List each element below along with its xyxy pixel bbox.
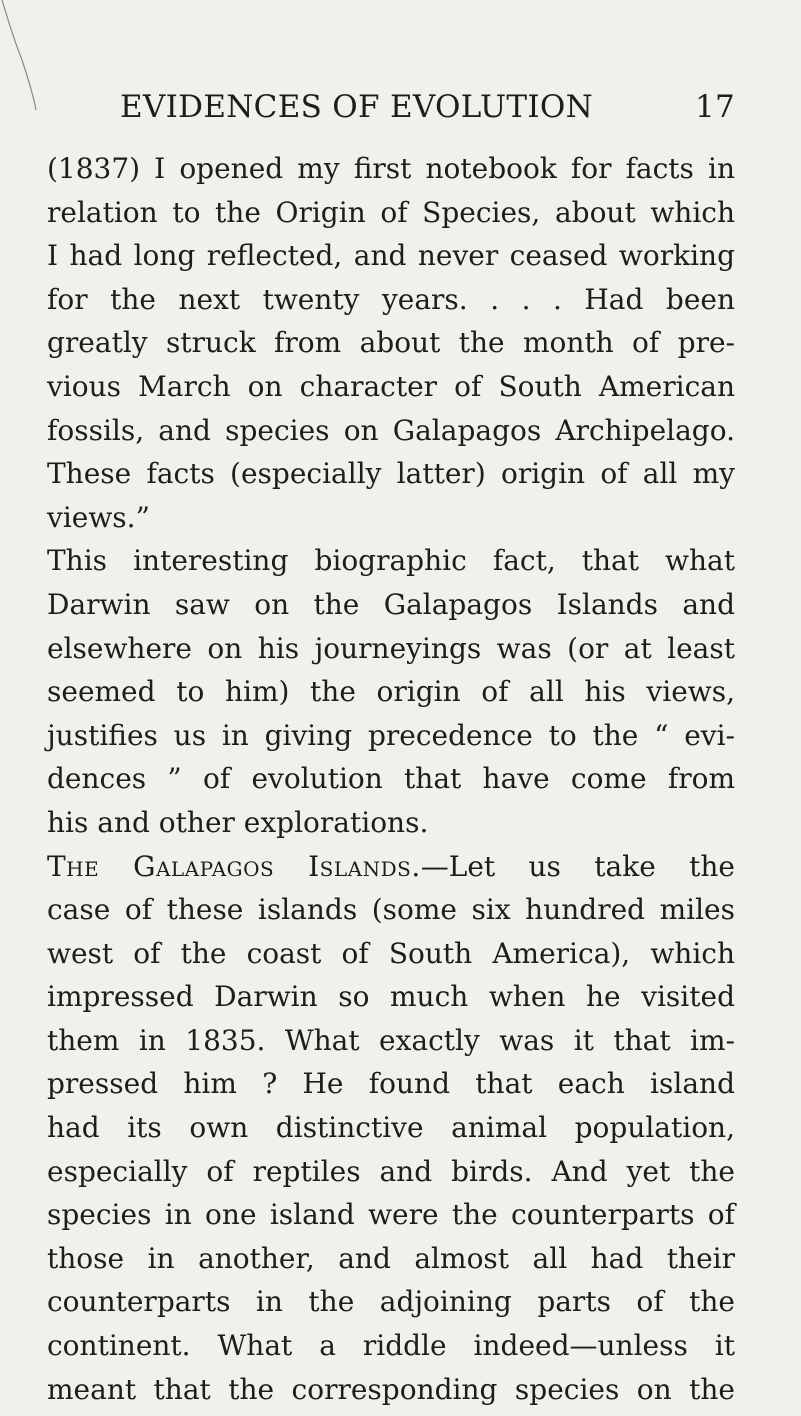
- text-line: them in 1835. What exactly was it that im-: [47, 1023, 735, 1057]
- text-line: species in one island were the counterparts of: [47, 1198, 735, 1232]
- page-edge-shadow: [0, 0, 48, 110]
- text-line: case of these islands (some six hundred miles: [47, 893, 735, 927]
- text-line: pressed him ? He found that each island: [47, 1067, 735, 1101]
- text-line: I had long reflected, and never ceased working: [47, 239, 735, 273]
- text-line: those in another, and almost all had their: [47, 1241, 735, 1275]
- text-line: west of the coast of South America), which: [47, 936, 735, 970]
- page-number: 17: [694, 89, 735, 125]
- text-line: views.”: [47, 500, 150, 534]
- paragraph-biographic-fact: [47, 539, 735, 844]
- running-title: EVIDENCES OF EVOLUTION: [120, 89, 594, 125]
- text-line: had its own distinctive animal population,: [47, 1111, 735, 1145]
- text-line: counterparts in the adjoining parts of the: [47, 1285, 735, 1319]
- text-line: elsewhere on his journeyings was (or at least: [47, 631, 735, 665]
- text-line: meant that the corresponding species on the: [47, 1372, 735, 1406]
- text-line-with-heading: [47, 845, 735, 889]
- running-head: [47, 82, 735, 132]
- book-page: [47, 82, 735, 1411]
- text-line: These facts (especially latter) origin of all my: [47, 457, 735, 491]
- paragraph-galapagos-islands: [47, 845, 735, 1412]
- text-line: justifies us in giving precedence to the “ evi-: [47, 718, 735, 752]
- text-line: especially of reptiles and birds. And yet the: [47, 1154, 735, 1188]
- text-fragment: —Let us take the: [420, 849, 735, 883]
- text-line: impressed Darwin so much when he visited: [47, 980, 735, 1014]
- body-text: [47, 147, 735, 1411]
- text-line: his and other explorations.: [47, 805, 429, 839]
- text-line: This interesting biographic fact, that what: [47, 544, 735, 578]
- text-line: vious March on character of South American: [47, 369, 735, 403]
- text-line: seemed to him) the origin of all his views,: [47, 675, 735, 709]
- text-line: continent. What a riddle indeed—unless it: [47, 1329, 735, 1363]
- text-line: relation to the Origin of Species, about which: [47, 195, 735, 229]
- text-line: fossils, and species on Galapagos Archipelago.: [47, 413, 735, 447]
- text-line: dences ” of evolution that have come from: [47, 762, 735, 796]
- paragraph-darwin-quote: [47, 147, 735, 539]
- text-line: (1837) I opened my first notebook for facts in: [47, 152, 735, 185]
- text-line: for the next twenty years. . . . Had been: [47, 282, 735, 316]
- text-line: Darwin saw on the Galapagos Islands and: [47, 587, 735, 621]
- text-line: greatly struck from about the month of pre-: [47, 326, 735, 360]
- section-heading: The Galapagos Islands.: [47, 849, 421, 883]
